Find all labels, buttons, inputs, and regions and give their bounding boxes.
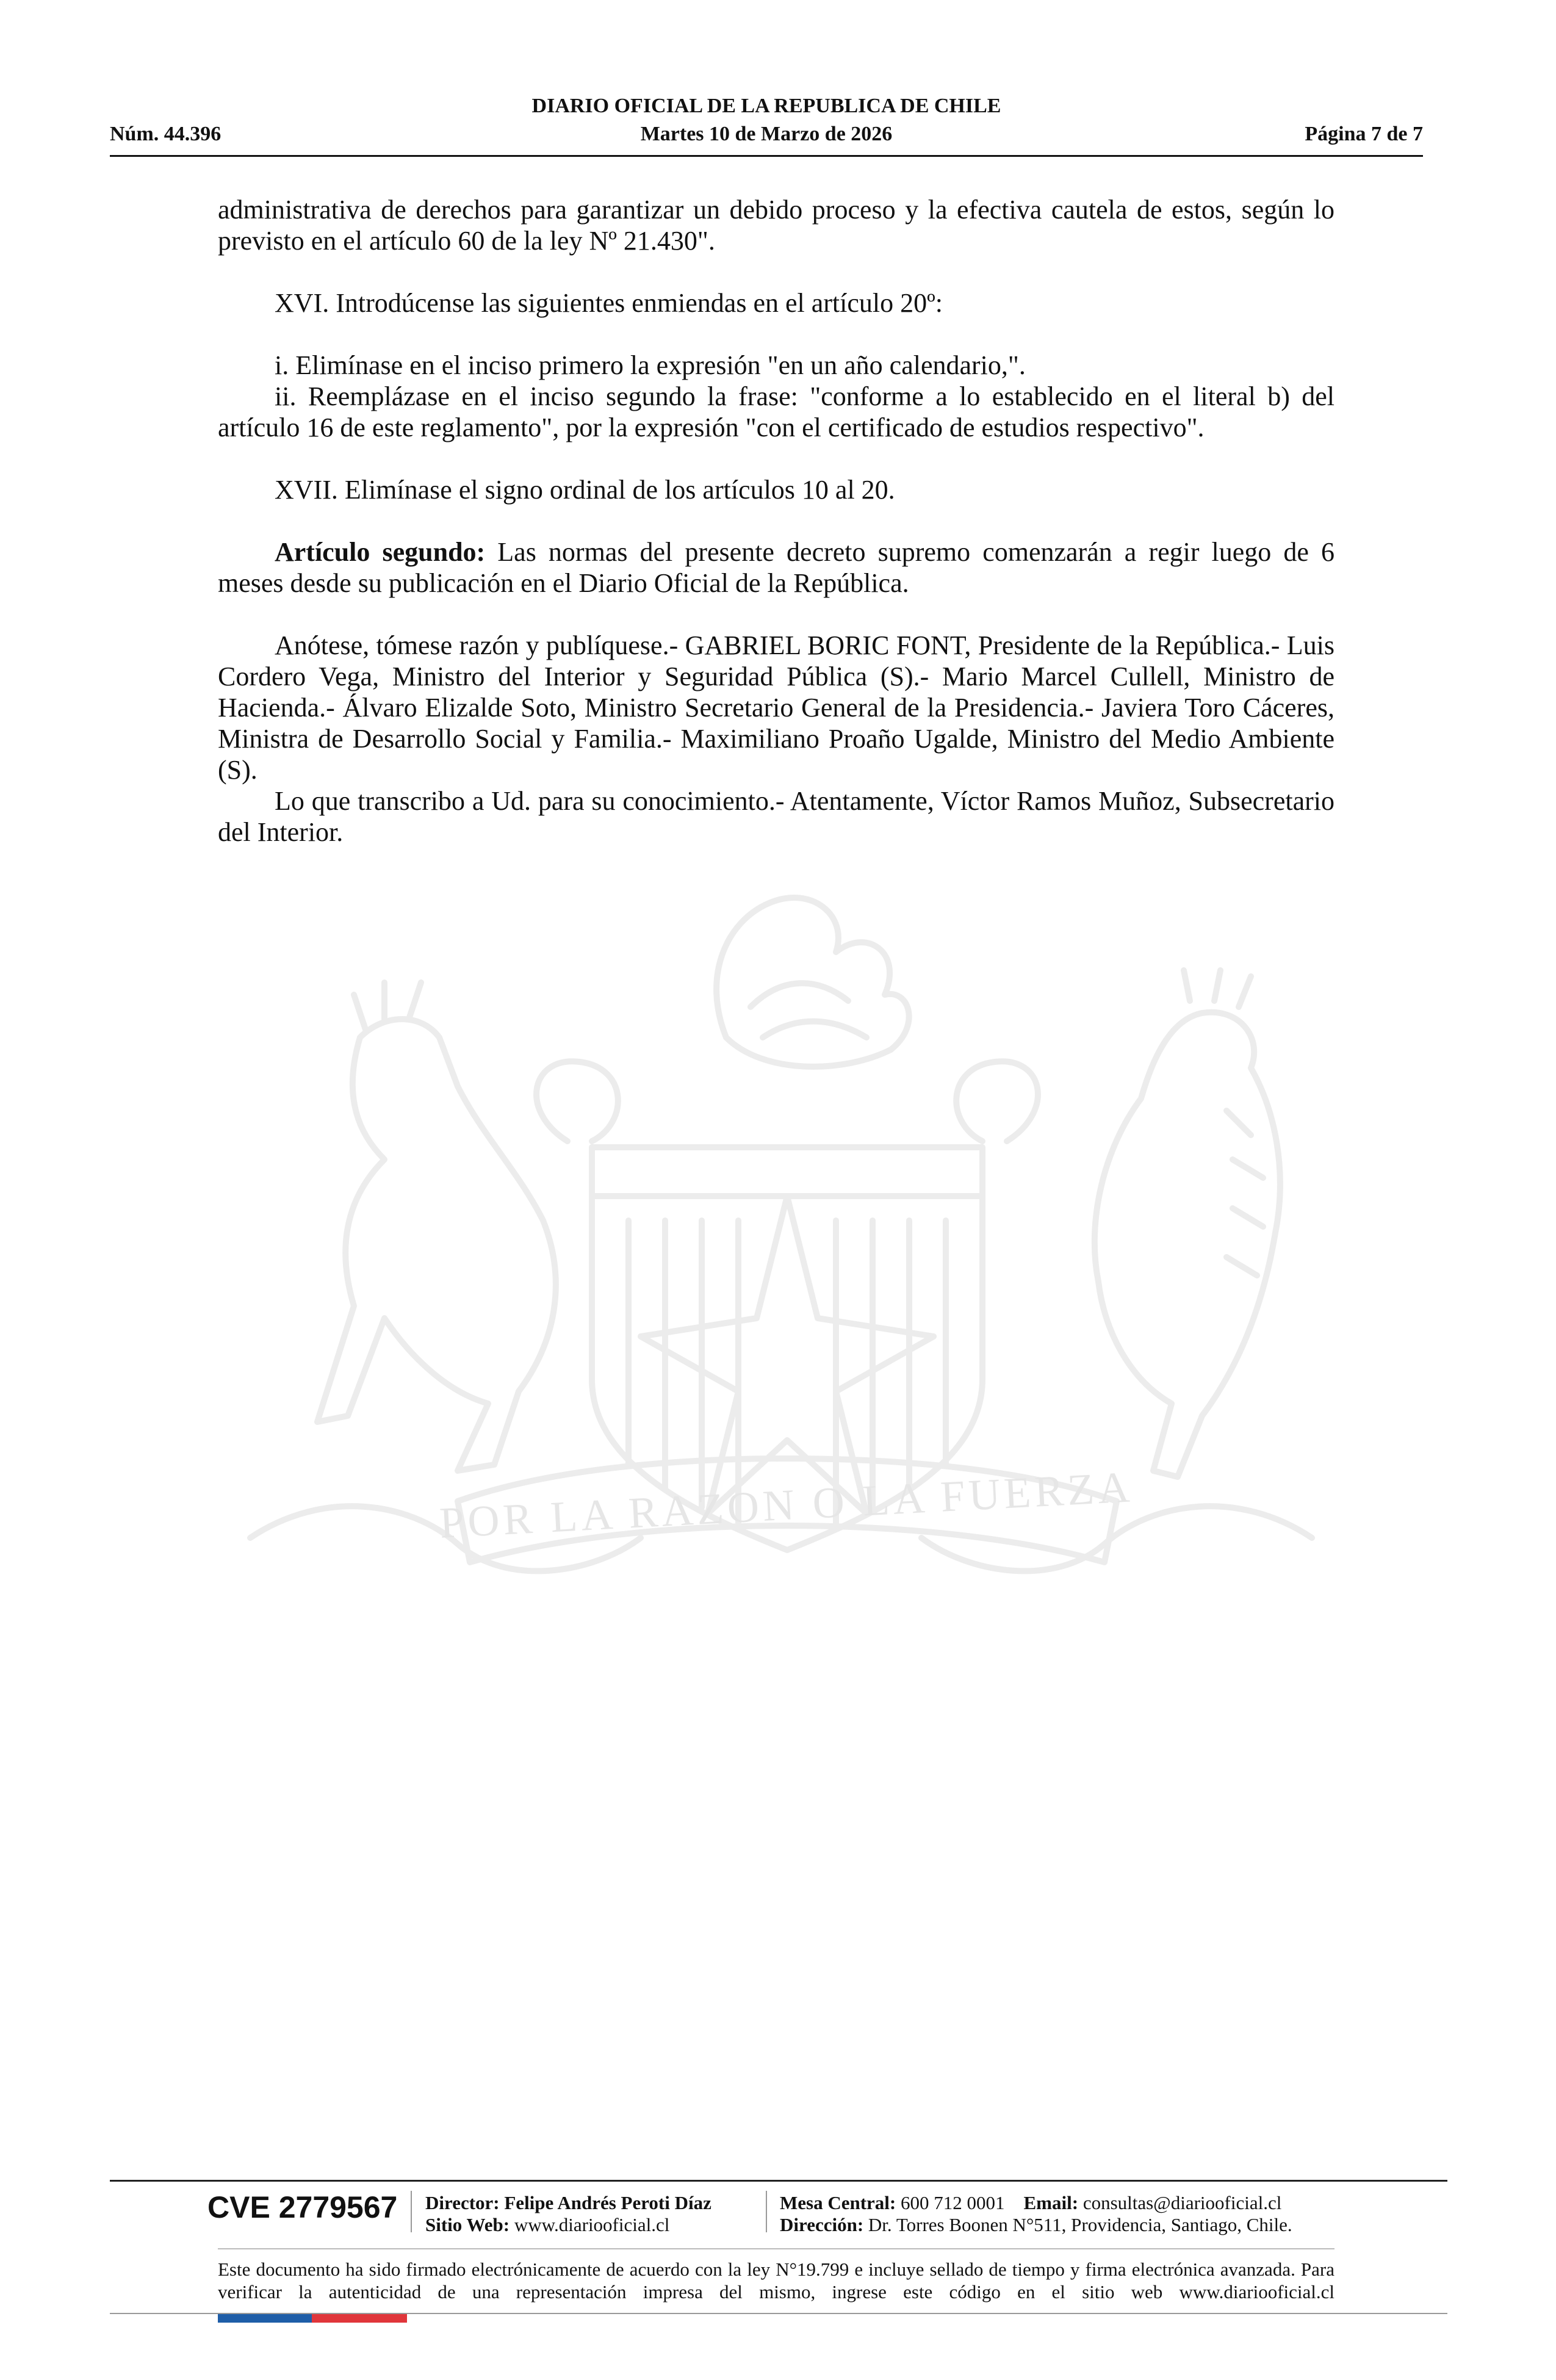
paragraph: ii. Reemplázase en el inciso segundo la frase: "conforme a lo establecido en el literal b) del artículo 16 de este reglamento", por la expresión "con el certificado de estudios respectivo". [218,381,1334,442]
paragraph: Anótese, tómese razón y publíquese.- GABRIEL BORIC FONT, Presidente de la República.- Luis Cordero Vega, Ministro del Interior y Seguridad Pública (S).- Mario Marcel Cullell, Ministro de Hacienda.- Álvaro Elizalde Soto, Ministro Secretario General de la Presidencia.- Javiera Toro Cáceres, Ministra de Desarrollo Social y Familia.- Maximiliano Proaño Ugalde, Ministro del Medio Ambiente (S). [218,630,1334,785]
flag-stripe-red [312,2314,407,2323]
flag-stripe-blue [218,2314,312,2323]
paragraph: Lo que transcribo a Ud. para su conocimiento.- Atentamente, Víctor Ramos Muñoz, Subsecretario del Interior. [218,786,1334,847]
website-link[interactable]: www.diariooficial.cl [514,2214,670,2235]
email-label: Email: [1023,2192,1079,2213]
page-number: Página 7 de 7 [1305,123,1423,145]
coat-of-arms-watermark-icon [201,854,1361,1666]
article-text: Las normas del presente decreto supremo comenzarán a regir luego de 6 meses desde su publicación en el Diario Oficial de la República. [218,537,1335,598]
footer-separator [766,2191,767,2232]
web-label: Sitio Web: [425,2214,510,2235]
issue-date: Martes 10 de Marzo de 2026 [640,123,893,145]
footer-divider-mid [218,2248,1334,2249]
document-body [218,194,1334,848]
header-divider [110,155,1423,157]
watermark-motto: POR LA RAZON O LA FUERZA [438,1462,1135,1548]
phone-label: Mesa Central: [780,2192,896,2213]
issue-number: Núm. 44.396 [110,123,222,145]
address-value: Dr. Torres Boonen N°511, Providencia, Santiago, Chile. [868,2214,1292,2235]
signature-notice: Este documento ha sido firmado electrónicamente de acuerdo con la ley N°19.799 e incluye sellado de tiempo y firma electrónica avanzada. Para verificar la autenticidad de una representación impresa del mismo, ingrese este código en el sitio web www.diariooficial.cl [218,2259,1334,2302]
page-header [110,95,1423,156]
paragraph: XVII. Elimínase el signo ordinal de los artículos 10 al 20. [275,475,895,505]
phone-number: 600 712 0001 [901,2192,1005,2213]
director-label: Director: [425,2192,500,2213]
footer-contact-col-1 [425,2192,711,2236]
publication-title: DIARIO OFICIAL DE LA REPUBLICA DE CHILE [531,95,1001,117]
cve-code: CVE 2779567 [207,2190,398,2224]
article-heading: Artículo segundo: [275,537,486,567]
footer-separator [411,2191,412,2232]
paragraph: administrativa de derechos para garantizar un debido proceso y la efectiva cautela de estos, según lo previsto en el artículo 60 de la ley Nº 21.430". [218,195,1334,256]
paragraph: XVI. Introdúcense las siguientes enmiendas en el artículo 20º: [275,288,943,318]
footer-contact-col-2 [780,2192,1292,2236]
paragraph [218,536,1334,599]
email-link[interactable]: consultas@diariooficial.cl [1082,2192,1282,2213]
director-name: Felipe Andrés Peroti Díaz [504,2192,711,2213]
address-label: Dirección: [780,2214,864,2235]
footer-divider-top [110,2180,1447,2182]
paragraph: i. Elimínase en el inciso primero la expresión "en un año calendario,". [275,350,1026,380]
